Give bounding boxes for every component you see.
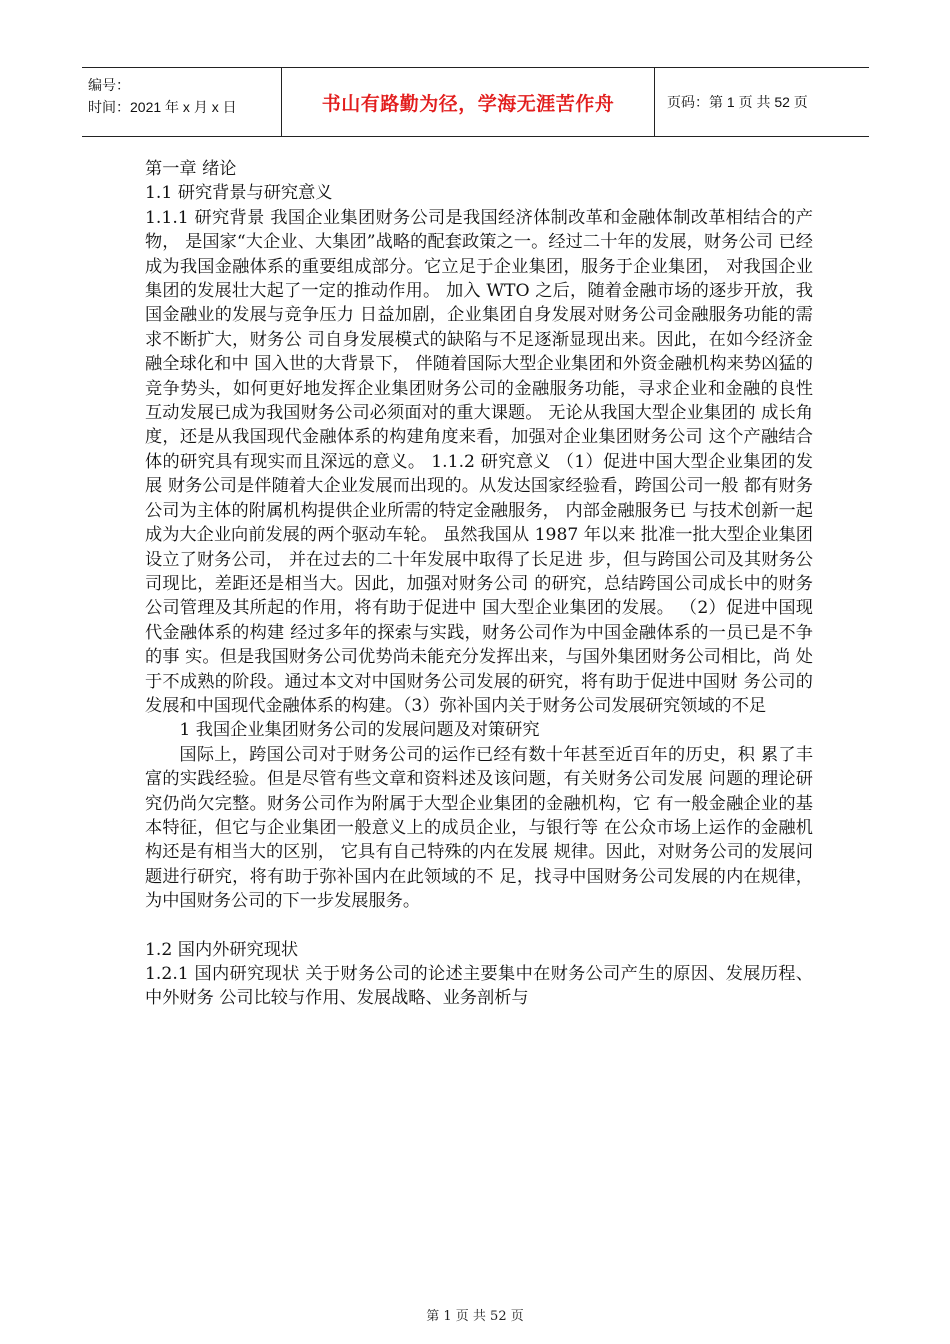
chapter-title: 第一章 绪论 <box>145 159 237 179</box>
paragraph-subtitle: 1 我国企业集团财务公司的发展问题及对策研究 <box>179 720 540 741</box>
document-header <box>82 67 869 137</box>
paragraph-spacer <box>145 914 813 938</box>
header-meta <box>82 68 282 136</box>
section-heading-1-1: 1.1 研究背景与研究意义 <box>145 183 333 204</box>
header-page-info: 页码：第 1 页 共 52 页 <box>667 94 808 110</box>
paragraph-research-background: 1.1.1 研究背景 我国企业集团财务公司是我国经济体制改革和金融体制改革相结合的产物， 是国家“大企业、大集团”战略的配套政策之一。经过二十年的发展，财务公司 已经成为我国金融体系的重要组成部分。它立足于企业集团，服务于企业集团， 对我国企业集团的发展壮大起了一定的推动作用。 加入 WTO 之后，随着金融市场的逐步开放，我国金融业的发展与竞争压力 日益加剧，企业集团自身发展对财务公司金融服务功能的需求不断扩大，财务公 司自身发展模式的缺陷与不足逐渐显现出来。因此，在如今经济金融全球化和中 国入世的大背景下， 伴随着国际大型企业集团和外资金融机构来势凶猛的竞争势头，如何更好地发挥企业集团财务公司的金融服务功能，寻求企业和金融的良性 互动发展已成为我国财务公司必须面对的重大课题。 无论从我国大型企业集团的 成长角度，还是从我国现代金融体系的构建角度来看，加强对企业集团财务公司 这个产融结合体的研究具有现实而且深远的意义。 1.1.2 研究意义 （1）促进中国大型企业集团的发展 财务公司是伴随着大企业发展而出现的。从发达国家经验看，跨国公司一般 都有财务公司为主体的附属机构提供企业所需的特定金融服务， 内部金融服务已 与技术创新一起成为大企业向前发展的两个驱动车轮。 虽然我国从 1987 年以来 批准一批大型企业集团设立了财务公司， 并在过去的二十年发展中取得了长足进 步，但与跨国公司及其财务公司现比，差距还是相当大。因此，加强对财务公司 的研究，总结跨国公司成长中的财务公司管理及其所起的作用，将有助于促进中 国大型企业集团的发展。 （2）促进中国现代金融体系的构建 经过多年的探索与实践，财务公司作为中国金融体系的一员已是不争的事 实。但是我国财务公司优势尚未能充分发挥出来，与国外集团财务公司相比，尚 处于不成熟的阶段。通过本文对中国财务公司发展的研究，将有助于促进中国财 务公司的发展和中国现代金融体系的构建。（3）弥补国内关于财务公司发展研究领域的不足 <box>145 207 813 716</box>
page-footer: 第 1 页 共 52 页 <box>426 1309 524 1324</box>
paragraph-domestic-research: 1.2.1 国内研究现状 关于财务公司的论述主要集中在财务公司产生的原因、发展历程、中外财务 公司比较与作用、发展战略、业务剖析与 <box>145 964 813 1009</box>
header-motto: 书山有路勤为径，学海无涯苦作舟 <box>282 68 655 136</box>
document-body <box>145 157 813 1011</box>
paragraph-international: 国际上，跨国公司对于财务公司的运作已经有数十年甚至近百年的历史，积 累了丰富的实践经验。但是尽管有些文章和资料述及该问题，有关财务公司发展 问题的理论研究仍尚欠完整。财务公司作为附属于大型企业集团的金融机构，它 有一般金融企业的基本特征，但它与企业集团一般意义上的成员企业，与银行等 在公众市场上运作的金融机构还是有相当大的区别， 它具有自己特殊的内在发展 规律。因此，对财务公司的发展问题进行研究，将有助于弥补国内在此领域的不 足，找寻中国财务公司发展的内在规律，为中国财务公司的下一步发展服务。 <box>145 744 813 912</box>
serial-number-label: 编号： <box>88 77 130 93</box>
section-heading-1-2: 1.2 国内外研究现状 <box>145 939 299 960</box>
date-label: 时间：2021 年 x 月 x 日 <box>88 99 237 115</box>
